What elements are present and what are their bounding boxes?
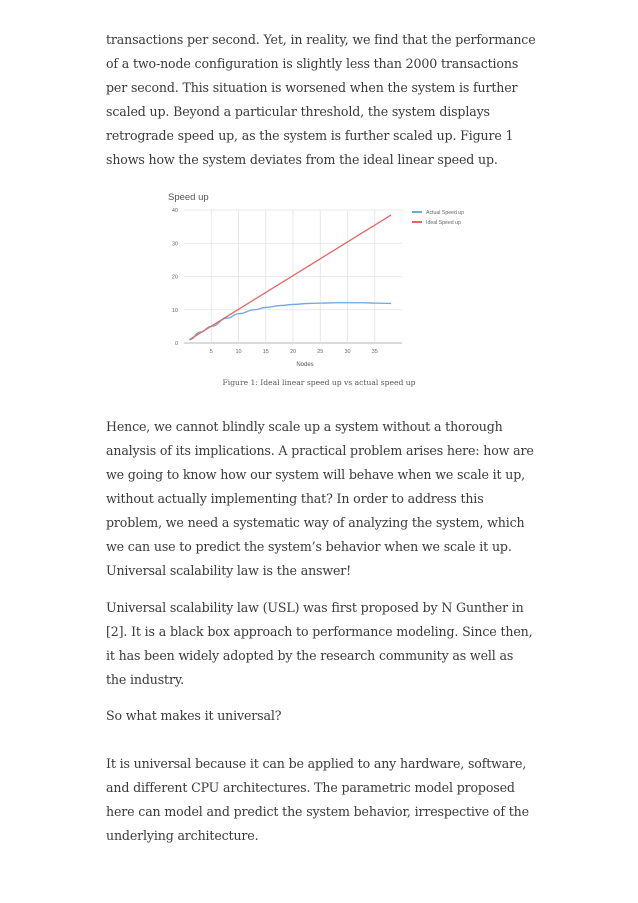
chart-axes [172,208,378,355]
y-tick-label: 10 [171,307,178,314]
paragraph-text: transactions per second. Yet, in reality, we find that the performance of a two-node configuration is slightly less than 2000 transactions per second. This situation is worsened when the system is further scaled up. Beyond a particular threshold, the system displays retrograde speed up, as the system is further scaled up. Figure 1 shows how the system deviates from the ideal linear speed up. [106,32,536,167]
x-tick-label: 25 [317,349,324,355]
paragraph-text: It is universal because it can be applied to any hardware, software, and different CPU architectures. The parametric model proposed here can model and predict the system behavior, irrespective of the underlying architecture. [106,756,529,843]
paragraph-text: So what makes it universal? [106,708,282,723]
speedup-chart [160,188,480,368]
x-tick-label: 20 [289,349,297,355]
paragraph-usl [106,596,536,692]
paragraph-universal [106,752,536,848]
y-tick-label: 0 [174,341,178,347]
x-tick-label: 35 [371,349,378,355]
x-tick-label: 10 [235,349,242,355]
y-tick-label: 30 [171,241,178,248]
chart-series [189,215,391,340]
chart-legend [412,210,464,226]
x-tick-label: 30 [344,349,351,355]
paragraph-question [106,704,536,728]
paragraph-intro [106,28,536,172]
x-tick-label: 15 [262,349,269,355]
paragraph-text: Hence, we cannot blindly scale up a system without a thorough analysis of its implications. A practical problem arises here: how are we going to know how our system will behave when we scale it up, without actually implementing that? In order to address this problem, we need a systematic way of analyzing the system, which we can use to predict the system’s behavior when we scale it up. Universal scalability law is the answer! [106,419,534,578]
chart-title: Speed up [168,192,209,203]
paragraph-analysis [106,415,536,583]
legend-label-1: Ideal Speed up [426,220,461,226]
paragraph-text: Universal scalability law (USL) was first proposed by N Gunther in [2]. It is a black box approach to performance modeling. Since then, it has been widely adopted by the research community as well as the industry. [106,600,533,687]
x-tick-label: 5 [209,349,213,355]
series-line-1 [189,215,391,340]
y-tick-label: 40 [171,208,178,214]
figure-caption: Figure 1: Ideal linear speed up vs actual speed up [222,378,416,387]
x-axis-label: Nodes [296,362,314,368]
y-tick-label: 20 [171,274,178,281]
speedup-figure [160,188,480,368]
legend-label-0: Actual Speed up [426,210,465,216]
